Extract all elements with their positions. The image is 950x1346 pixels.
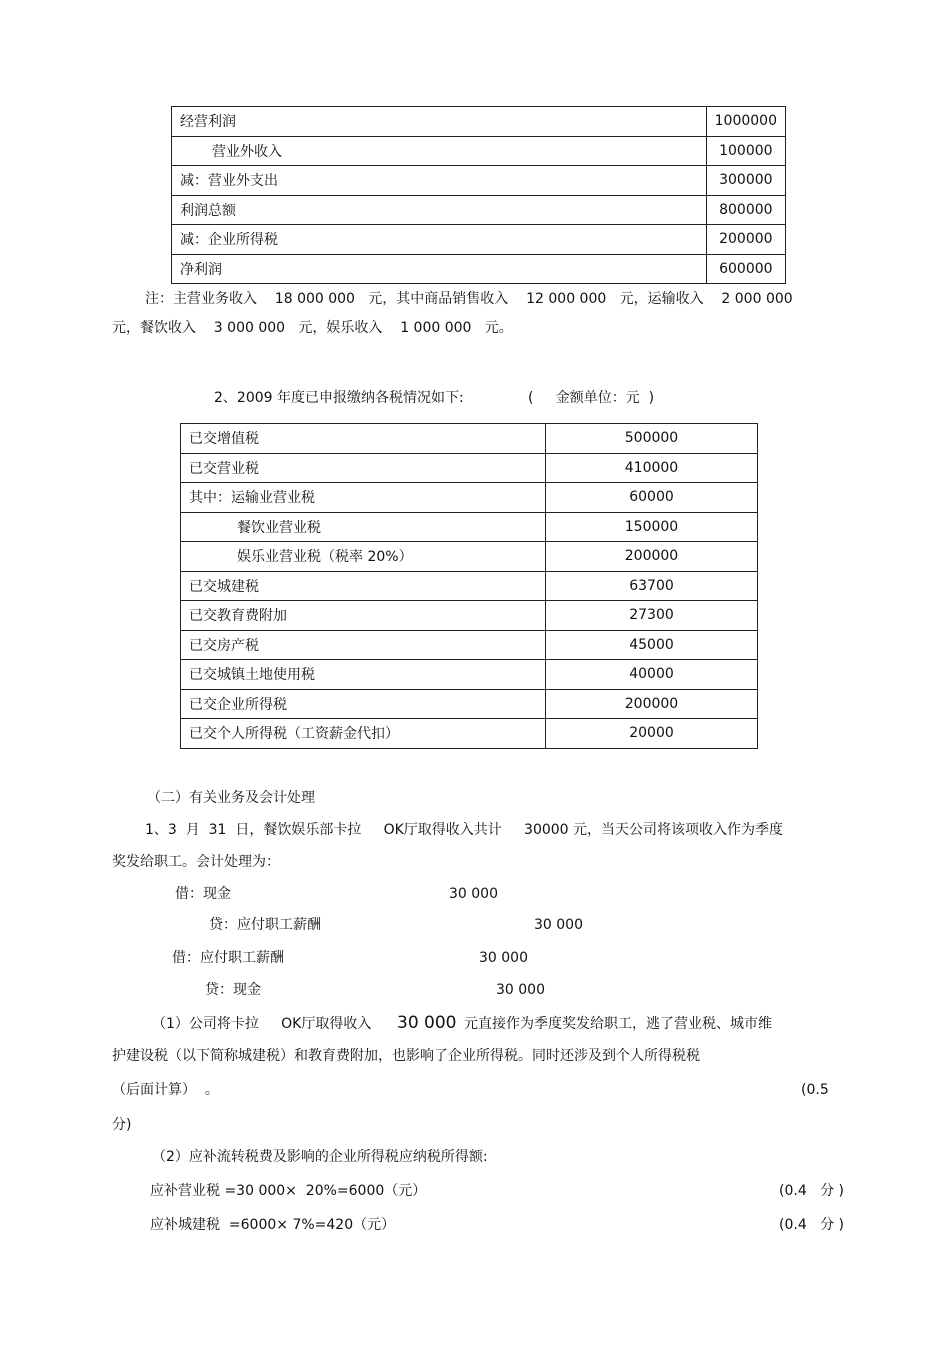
row-label: 已交营业税: [181, 453, 546, 483]
row-value: 1000000: [706, 107, 785, 137]
tax-table-body: [181, 424, 758, 749]
score: (0.4 分 ): [779, 1183, 844, 1199]
table-row: [181, 630, 758, 660]
row-value: 800000: [706, 195, 785, 225]
row-value: 200000: [546, 689, 758, 719]
row-label: 已交教育费附加: [181, 601, 546, 631]
row-label: 减：营业外支出: [172, 166, 707, 196]
row-label: 经营利润: [172, 107, 707, 137]
note-line-2: 元，餐饮收入 3 000 000 元，娱乐收入 1 000 000 元。: [112, 320, 513, 336]
item1-line-1: 1、3 月 31 日，餐饮娱乐部卡拉 OK厅取得收入共计 30000 元，当天公司将该项收入作为季度: [145, 822, 784, 838]
table-row: [172, 195, 786, 225]
score: (0.4 分 ): [779, 1217, 844, 1233]
row-value: 300000: [706, 166, 785, 196]
entry-label: 贷：应付职工薪酬: [209, 917, 321, 933]
entry-label: 借：应付职工薪酬: [172, 950, 284, 966]
row-label: 已交城镇土地使用税: [181, 660, 546, 690]
table-row: [181, 424, 758, 454]
table-row: [181, 512, 758, 542]
note-line-1: 注：主营业务收入 18 000 000 元，其中商品销售收入 12 000 000 元，运输收入 2 000 000: [145, 291, 793, 307]
table-row: [181, 453, 758, 483]
row-value: 500000: [546, 424, 758, 454]
entry-amount: 30 000: [449, 886, 498, 902]
row-label: 净利润: [172, 254, 707, 284]
table-row: [181, 660, 758, 690]
row-label: 餐饮业营业税: [181, 512, 546, 542]
entry-amount: 30 000: [479, 950, 528, 966]
row-value: 60000: [546, 483, 758, 513]
score: (0.5: [801, 1082, 829, 1098]
tax-table: [180, 423, 758, 749]
section2-title: 2、2009 年度已申报缴纳各税情况如下:: [214, 390, 464, 406]
row-label: 娱乐业营业税（税率 20%）: [181, 542, 546, 572]
profit-table: [171, 106, 786, 284]
row-value: 20000: [546, 719, 758, 749]
row-label: 已交企业所得税: [181, 689, 546, 719]
row-value: 45000: [546, 630, 758, 660]
paragraph-1-start: （1）公司将卡拉 OK厅取得收入: [152, 1016, 372, 1032]
row-label: 营业外收入: [172, 136, 707, 166]
table-row: [181, 542, 758, 572]
table-row: [181, 689, 758, 719]
paragraph-1-line-3: （后面计算） 。: [112, 1082, 219, 1098]
table-row: [172, 166, 786, 196]
row-value: 200000: [546, 542, 758, 572]
table-row: [172, 254, 786, 284]
score: 分): [112, 1117, 132, 1133]
table-row: [181, 601, 758, 631]
section2-unit: ( 金额单位：元 ): [528, 390, 655, 406]
row-value: 63700: [546, 571, 758, 601]
section-heading: （二）有关业务及会计处理: [147, 790, 315, 806]
row-value: 200000: [706, 225, 785, 255]
table-row: [181, 483, 758, 513]
calc-city-tax: 应补城建税 =6000× 7%=420（元）: [150, 1217, 396, 1233]
row-label: 已交增值税: [181, 424, 546, 454]
table-row: [172, 136, 786, 166]
paragraph-1-rest: 元直接作为季度奖发给职工，逃了营业税、城市维: [464, 1016, 772, 1032]
paragraph-1-line-2: 护建设税（以下简称城建税）和教育费附加，也影响了企业所得税。同时还涉及到个人所得税税: [112, 1048, 700, 1064]
row-label: 利润总额: [172, 195, 707, 225]
row-value: 27300: [546, 601, 758, 631]
calc-business-tax: 应补营业税 =30 000× 20%=6000（元）: [150, 1183, 427, 1199]
row-value: 600000: [706, 254, 785, 284]
table-row: [181, 719, 758, 749]
paragraph-1-amount: 30 000: [397, 1013, 457, 1033]
row-value: 150000: [546, 512, 758, 542]
paragraph-2: （2）应补流转税费及影响的企业所得税应纳税所得额:: [152, 1149, 488, 1165]
row-label: 其中：运输业营业税: [181, 483, 546, 513]
entry-label: 借：现金: [175, 886, 231, 902]
entry-amount: 30 000: [534, 917, 583, 933]
row-value: 100000: [706, 136, 785, 166]
table-row: [172, 225, 786, 255]
row-value: 410000: [546, 453, 758, 483]
item1-line-2: 奖发给职工。会计处理为：: [112, 854, 280, 870]
row-value: 40000: [546, 660, 758, 690]
row-label: 已交房产税: [181, 630, 546, 660]
table-row: [172, 107, 786, 137]
row-label: 已交城建税: [181, 571, 546, 601]
profit-table-body: [172, 107, 786, 284]
row-label: 减：企业所得税: [172, 225, 707, 255]
row-label: 已交个人所得税（工资薪金代扣）: [181, 719, 546, 749]
entry-amount: 30 000: [496, 982, 545, 998]
entry-label: 贷：现金: [205, 982, 261, 998]
table-row: [181, 571, 758, 601]
